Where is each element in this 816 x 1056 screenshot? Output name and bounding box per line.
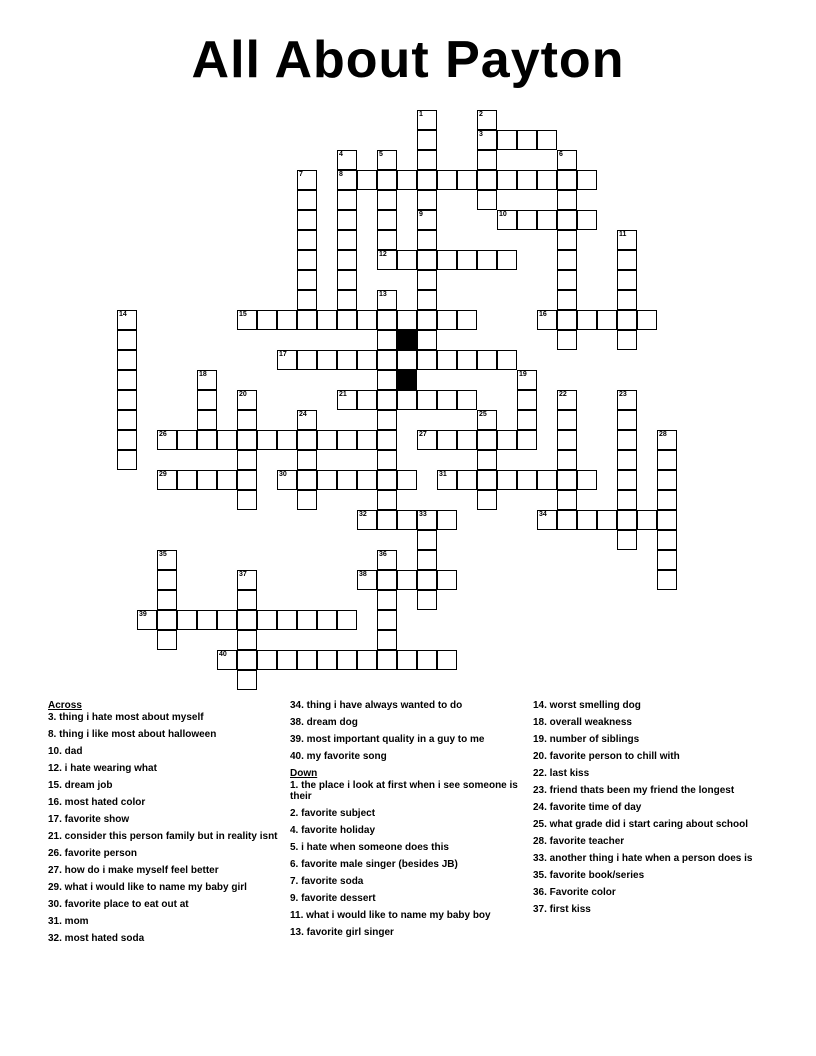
grid-cell[interactable] — [477, 430, 497, 450]
grid-cell[interactable] — [297, 310, 317, 330]
clues-column-1 — [48, 700, 283, 950]
grid-cell[interactable] — [617, 490, 637, 510]
grid-cell[interactable] — [377, 570, 397, 590]
black-square — [397, 330, 417, 350]
clue-text: 6. favorite male singer (besides JB) — [290, 859, 458, 870]
clue-number-7: 7 — [299, 171, 303, 178]
clue-text: 35. favorite book/series — [533, 870, 645, 881]
clue-number-30: 30 — [279, 471, 287, 478]
grid-cell[interactable] — [417, 270, 437, 290]
grid-cell[interactable] — [357, 430, 377, 450]
grid-cell[interactable] — [217, 430, 237, 450]
grid-cell[interactable] — [517, 390, 537, 410]
grid-cell[interactable] — [477, 170, 497, 190]
grid-cell[interactable] — [657, 550, 677, 570]
grid-cell[interactable] — [357, 650, 377, 670]
grid-cell[interactable] — [557, 170, 577, 190]
grid-cell[interactable] — [117, 390, 137, 410]
grid-cell[interactable] — [557, 210, 577, 230]
grid-cell[interactable] — [297, 230, 317, 250]
grid-cell[interactable] — [557, 490, 577, 510]
grid-cell[interactable] — [397, 570, 417, 590]
grid-cell[interactable] — [297, 250, 317, 270]
grid-cell[interactable] — [657, 570, 677, 590]
clue-number-31: 31 — [439, 471, 447, 478]
grid-cell[interactable] — [257, 430, 277, 450]
grid-cell[interactable] — [597, 310, 617, 330]
grid-cell[interactable] — [317, 430, 337, 450]
grid-cell[interactable] — [297, 470, 317, 490]
clues-column-2 — [290, 700, 520, 944]
grid-cell[interactable] — [397, 650, 417, 670]
grid-cell[interactable] — [397, 470, 417, 490]
clue-text: 33. another thing i hate when a person does is — [533, 853, 753, 864]
grid-cell[interactable] — [397, 170, 417, 190]
clue-number-22: 22 — [559, 391, 567, 398]
grid-cell[interactable] — [157, 590, 177, 610]
grid-cell[interactable] — [377, 650, 397, 670]
grid-cell[interactable] — [177, 430, 197, 450]
grid-cell[interactable] — [377, 190, 397, 210]
clue-text: 13. favorite girl singer — [290, 927, 394, 938]
grid-cell[interactable] — [117, 330, 137, 350]
grid-cell[interactable] — [197, 410, 217, 430]
grid-cell[interactable] — [537, 170, 557, 190]
clue-number-20: 20 — [239, 391, 247, 398]
grid-cell[interactable] — [157, 570, 177, 590]
grid-cell[interactable] — [417, 350, 437, 370]
clue-number-38: 38 — [359, 571, 367, 578]
clue-text: 21. consider this person family but in reality isnt — [48, 831, 278, 842]
grid-cell[interactable] — [237, 610, 257, 630]
grid-cell[interactable] — [317, 610, 337, 630]
grid-cell[interactable] — [457, 170, 477, 190]
grid-cell[interactable] — [437, 390, 457, 410]
clue-number-5: 5 — [379, 151, 383, 158]
clue-text: 31. mom — [48, 916, 89, 927]
grid-cell[interactable] — [657, 530, 677, 550]
clue-text: 28. favorite teacher — [533, 836, 625, 847]
clue-number-17: 17 — [279, 351, 287, 358]
grid-cell[interactable] — [337, 190, 357, 210]
grid-cell[interactable] — [577, 170, 597, 190]
grid-cell[interactable] — [617, 450, 637, 470]
clue-number-24: 24 — [299, 411, 307, 418]
grid-cell[interactable] — [257, 650, 277, 670]
grid-cell[interactable] — [377, 610, 397, 630]
grid-cell[interactable] — [537, 130, 557, 150]
grid-cell[interactable] — [617, 410, 637, 430]
grid-cell[interactable] — [337, 430, 357, 450]
clue-number-4: 4 — [339, 151, 343, 158]
grid-cell[interactable] — [657, 450, 677, 470]
clue-text: 8. thing i like most about halloween — [48, 729, 217, 740]
grid-cell[interactable] — [197, 390, 217, 410]
grid-cell[interactable] — [417, 570, 437, 590]
grid-cell[interactable] — [377, 470, 397, 490]
grid-cell[interactable] — [297, 270, 317, 290]
grid-cell[interactable] — [417, 330, 437, 350]
puzzle-title: All About Payton — [191, 31, 625, 89]
clue-text: 25. what grade did i start caring about school — [533, 819, 749, 830]
grid-cell[interactable] — [177, 610, 197, 630]
clue-number-15: 15 — [239, 311, 247, 318]
grid-cell[interactable] — [437, 430, 457, 450]
grid-cell[interactable] — [257, 310, 277, 330]
grid-cell[interactable] — [477, 250, 497, 270]
grid-cell[interactable] — [517, 210, 537, 230]
clue-heading-across: Across — [48, 700, 82, 711]
grid-cell[interactable] — [117, 410, 137, 430]
grid-cell[interactable] — [497, 350, 517, 370]
grid-cell[interactable] — [237, 470, 257, 490]
clue-text: 27. how do i make myself feel better — [48, 865, 219, 876]
clue-text: 37. first kiss — [533, 904, 591, 915]
grid-cell[interactable] — [337, 250, 357, 270]
grid-cell[interactable] — [537, 470, 557, 490]
clue-text: 3. thing i hate most about myself — [48, 712, 204, 723]
clue-text: 19. number of siblings — [533, 734, 640, 745]
grid-cell[interactable] — [297, 450, 317, 470]
grid-cell[interactable] — [557, 330, 577, 350]
grid-cell[interactable] — [517, 130, 537, 150]
grid-cell[interactable] — [177, 470, 197, 490]
grid-cell[interactable] — [577, 310, 597, 330]
grid-cell[interactable] — [557, 470, 577, 490]
grid-cell[interactable] — [577, 210, 597, 230]
grid-cell[interactable] — [417, 650, 437, 670]
grid-cell[interactable] — [377, 350, 397, 370]
grid-cell[interactable] — [617, 310, 637, 330]
grid-cell[interactable] — [377, 210, 397, 230]
grid-cell[interactable] — [637, 510, 657, 530]
grid-cell[interactable] — [537, 210, 557, 230]
grid-cell[interactable] — [497, 130, 517, 150]
grid-cell[interactable] — [237, 410, 257, 430]
grid-cell[interactable] — [557, 290, 577, 310]
grid-cell[interactable] — [237, 490, 257, 510]
clue-number-28: 28 — [659, 431, 667, 438]
grid-cell[interactable] — [457, 430, 477, 450]
clue-text: 10. dad — [48, 746, 83, 757]
grid-cell[interactable] — [157, 610, 177, 630]
clue-number-16: 16 — [539, 311, 547, 318]
grid-cell[interactable] — [557, 510, 577, 530]
clue-text: 17. favorite show — [48, 814, 130, 825]
grid-cell[interactable] — [657, 470, 677, 490]
grid-cell[interactable] — [617, 290, 637, 310]
clue-text: 29. what i would like to name my baby girl — [48, 882, 247, 893]
grid-cell[interactable] — [337, 290, 357, 310]
grid-cell[interactable] — [237, 430, 257, 450]
grid-cell[interactable] — [637, 310, 657, 330]
clue-text: 30. favorite place to eat out at — [48, 899, 189, 910]
grid-cell[interactable] — [337, 210, 357, 230]
grid-cell[interactable] — [617, 530, 637, 550]
grid-cell[interactable] — [437, 510, 457, 530]
grid-cell[interactable] — [617, 430, 637, 450]
grid-cell[interactable] — [497, 250, 517, 270]
grid-cell[interactable] — [377, 450, 397, 470]
grid-cell[interactable] — [337, 270, 357, 290]
clue-text: 12. i hate wearing what — [48, 763, 157, 774]
grid-cell[interactable] — [277, 650, 297, 670]
grid-cell[interactable] — [417, 390, 437, 410]
grid-cell[interactable] — [297, 210, 317, 230]
grid-cell[interactable] — [557, 270, 577, 290]
grid-cell[interactable] — [357, 310, 377, 330]
grid-cell[interactable] — [477, 190, 497, 210]
grid-cell[interactable] — [497, 170, 517, 190]
grid-cell[interactable] — [317, 650, 337, 670]
grid-cell[interactable] — [277, 310, 297, 330]
clue-number-37: 37 — [239, 571, 247, 578]
grid-cell[interactable] — [337, 310, 357, 330]
grid-cell[interactable] — [417, 590, 437, 610]
grid-cell[interactable] — [197, 470, 217, 490]
clue-text: 7. favorite soda — [290, 876, 364, 887]
grid-cell[interactable] — [377, 390, 397, 410]
clue-text: 15. dream job — [48, 780, 113, 791]
grid-cell[interactable] — [297, 650, 317, 670]
grid-cell[interactable] — [217, 470, 237, 490]
grid-cell[interactable] — [377, 230, 397, 250]
grid-cell[interactable] — [437, 250, 457, 270]
grid-cell[interactable] — [417, 130, 437, 150]
grid-cell[interactable] — [497, 430, 517, 450]
grid-cell[interactable] — [237, 630, 257, 650]
clue-text: 26. favorite person — [48, 848, 137, 859]
clue-text: 20. favorite person to chill with — [533, 751, 680, 762]
clue-number-3: 3 — [479, 131, 483, 138]
clue-number-13: 13 — [379, 291, 387, 298]
clue-text: 40. my favorite song — [290, 751, 387, 762]
grid-cell[interactable] — [357, 170, 377, 190]
grid-cell[interactable] — [117, 450, 137, 470]
clue-number-10: 10 — [499, 211, 507, 218]
grid-cell[interactable] — [557, 430, 577, 450]
grid-cell[interactable] — [337, 470, 357, 490]
grid-cell[interactable] — [477, 350, 497, 370]
clue-text: 11. what i would like to name my baby boy — [290, 910, 491, 921]
black-square — [397, 370, 417, 390]
clue-number-8: 8 — [339, 171, 343, 178]
grid-cell[interactable] — [617, 270, 637, 290]
grid-cell[interactable] — [617, 250, 637, 270]
grid-cell[interactable] — [377, 590, 397, 610]
grid-cell[interactable] — [377, 510, 397, 530]
grid-cell[interactable] — [117, 370, 137, 390]
grid-cell[interactable] — [157, 630, 177, 650]
clue-heading-down: Down — [290, 768, 318, 779]
grid-cell[interactable] — [317, 470, 337, 490]
grid-cell[interactable] — [397, 390, 417, 410]
grid-cell[interactable] — [557, 310, 577, 330]
grid-cell[interactable] — [557, 450, 577, 470]
grid-cell[interactable] — [517, 170, 537, 190]
clue-number-21: 21 — [339, 391, 347, 398]
grid-cell[interactable] — [417, 230, 437, 250]
grid-cell[interactable] — [437, 170, 457, 190]
grid-cell[interactable] — [117, 430, 137, 450]
clue-text: 14. worst smelling dog — [533, 700, 641, 711]
clue-number-11: 11 — [619, 231, 627, 238]
grid-cell[interactable] — [337, 650, 357, 670]
clue-text: 9. favorite dessert — [290, 893, 376, 904]
clues-column-3 — [533, 700, 768, 921]
grid-cell[interactable] — [437, 350, 457, 370]
clue-text: 16. most hated color — [48, 797, 146, 808]
clue-number-9: 9 — [419, 211, 423, 218]
grid-cell[interactable] — [417, 190, 437, 210]
grid-cell[interactable] — [437, 570, 457, 590]
grid-cell[interactable] — [297, 290, 317, 310]
grid-cell[interactable] — [257, 610, 277, 630]
grid-cell[interactable] — [377, 170, 397, 190]
grid-cell[interactable] — [197, 430, 217, 450]
clue-text: 36. Favorite color — [533, 887, 616, 898]
grid-cell[interactable] — [517, 470, 537, 490]
clue-number-26: 26 — [159, 431, 167, 438]
clue-text: 1. the place i look at first when i see someone is their — [290, 780, 518, 802]
grid-cell[interactable] — [377, 310, 397, 330]
grid-cell[interactable] — [297, 430, 317, 450]
grid-cell[interactable] — [337, 350, 357, 370]
grid-cell[interactable] — [517, 410, 537, 430]
grid-cell[interactable] — [557, 190, 577, 210]
grid-cell[interactable] — [237, 670, 257, 690]
clue-number-23: 23 — [619, 391, 627, 398]
grid-cell[interactable] — [197, 610, 217, 630]
grid-cell[interactable] — [417, 530, 437, 550]
clue-number-14: 14 — [119, 311, 127, 318]
grid-cell[interactable] — [417, 250, 437, 270]
clue-number-29: 29 — [159, 471, 167, 478]
clue-number-39: 39 — [139, 611, 147, 618]
grid-cell[interactable] — [377, 330, 397, 350]
clue-text: 2. favorite subject — [290, 808, 376, 819]
grid-cell[interactable] — [617, 470, 637, 490]
clue-text: 24. favorite time of day — [533, 802, 642, 813]
grid-cell[interactable] — [417, 310, 437, 330]
grid-cell[interactable] — [297, 610, 317, 630]
grid-cell[interactable] — [577, 510, 597, 530]
grid-cell[interactable] — [237, 650, 257, 670]
clue-text: 38. dream dog — [290, 717, 358, 728]
clue-number-40: 40 — [219, 651, 227, 658]
clue-number-19: 19 — [519, 371, 527, 378]
clue-number-32: 32 — [359, 511, 367, 518]
grid-cell[interactable] — [317, 350, 337, 370]
grid-cell[interactable] — [357, 470, 377, 490]
clue-text: 39. most important quality in a guy to me — [290, 734, 485, 745]
clue-text: 22. last kiss — [533, 768, 590, 779]
clue-number-2: 2 — [479, 111, 483, 118]
grid-cell[interactable] — [357, 350, 377, 370]
clue-number-34: 34 — [539, 511, 547, 518]
grid-cell[interactable] — [377, 490, 397, 510]
grid-cell[interactable] — [517, 430, 537, 450]
grid-cell[interactable] — [417, 150, 437, 170]
clue-text: 32. most hated soda — [48, 933, 145, 944]
grid-cell[interactable] — [597, 510, 617, 530]
clue-number-6: 6 — [559, 151, 563, 158]
grid-cell[interactable] — [317, 310, 337, 330]
grid-cell[interactable] — [557, 410, 577, 430]
grid-cell[interactable] — [577, 470, 597, 490]
grid-cell[interactable] — [277, 430, 297, 450]
grid-cell[interactable] — [297, 490, 317, 510]
grid-cell[interactable] — [417, 290, 437, 310]
grid-cell[interactable] — [297, 190, 317, 210]
grid-cell[interactable] — [377, 370, 397, 390]
clue-text: 23. friend thats been my friend the longest — [533, 785, 735, 796]
grid-cell[interactable] — [477, 490, 497, 510]
grid-cell[interactable] — [457, 350, 477, 370]
grid-cell[interactable] — [557, 250, 577, 270]
grid-cell[interactable] — [617, 330, 637, 350]
grid-cell[interactable] — [377, 630, 397, 650]
grid-cell[interactable] — [277, 610, 297, 630]
grid-cell[interactable] — [477, 150, 497, 170]
grid-cell[interactable] — [557, 230, 577, 250]
clue-number-27: 27 — [419, 431, 427, 438]
grid-cell[interactable] — [437, 650, 457, 670]
grid-cell[interactable] — [117, 350, 137, 370]
clue-text: 34. thing i have always wanted to do — [290, 700, 463, 711]
grid-cell[interactable] — [357, 390, 377, 410]
clue-text: 18. overall weakness — [533, 717, 632, 728]
grid-cell[interactable] — [377, 410, 397, 430]
grid-cell[interactable] — [397, 510, 417, 530]
grid-cell[interactable] — [237, 590, 257, 610]
grid-cell[interactable] — [297, 350, 317, 370]
grid-cell[interactable] — [477, 450, 497, 470]
grid-cell[interactable] — [217, 610, 237, 630]
grid-cell[interactable] — [657, 510, 677, 530]
grid-cell[interactable] — [417, 170, 437, 190]
grid-cell[interactable] — [397, 310, 417, 330]
grid-cell[interactable] — [497, 470, 517, 490]
clue-number-25: 25 — [479, 411, 487, 418]
grid-cell[interactable] — [617, 510, 637, 530]
clue-text: 5. i hate when someone does this — [290, 842, 449, 853]
clue-text: 4. favorite holiday — [290, 825, 376, 836]
grid-cell[interactable] — [457, 470, 477, 490]
grid-cell[interactable] — [657, 490, 677, 510]
grid-cell[interactable] — [457, 250, 477, 270]
grid-cell[interactable] — [437, 310, 457, 330]
grid-cell[interactable] — [237, 450, 257, 470]
grid-cell[interactable] — [377, 430, 397, 450]
grid-cell[interactable] — [477, 470, 497, 490]
clue-number-35: 35 — [159, 551, 167, 558]
clue-number-1: 1 — [419, 111, 423, 118]
grid-cell[interactable] — [337, 230, 357, 250]
grid-cell[interactable] — [457, 390, 477, 410]
grid-cell[interactable] — [457, 310, 477, 330]
clue-number-36: 36 — [379, 551, 387, 558]
grid-cell[interactable] — [337, 610, 357, 630]
grid-cell[interactable] — [417, 550, 437, 570]
clue-number-12: 12 — [379, 251, 387, 258]
grid-cell[interactable] — [397, 350, 417, 370]
clue-number-33: 33 — [419, 511, 427, 518]
grid-cell[interactable] — [397, 250, 417, 270]
clue-number-18: 18 — [199, 371, 207, 378]
